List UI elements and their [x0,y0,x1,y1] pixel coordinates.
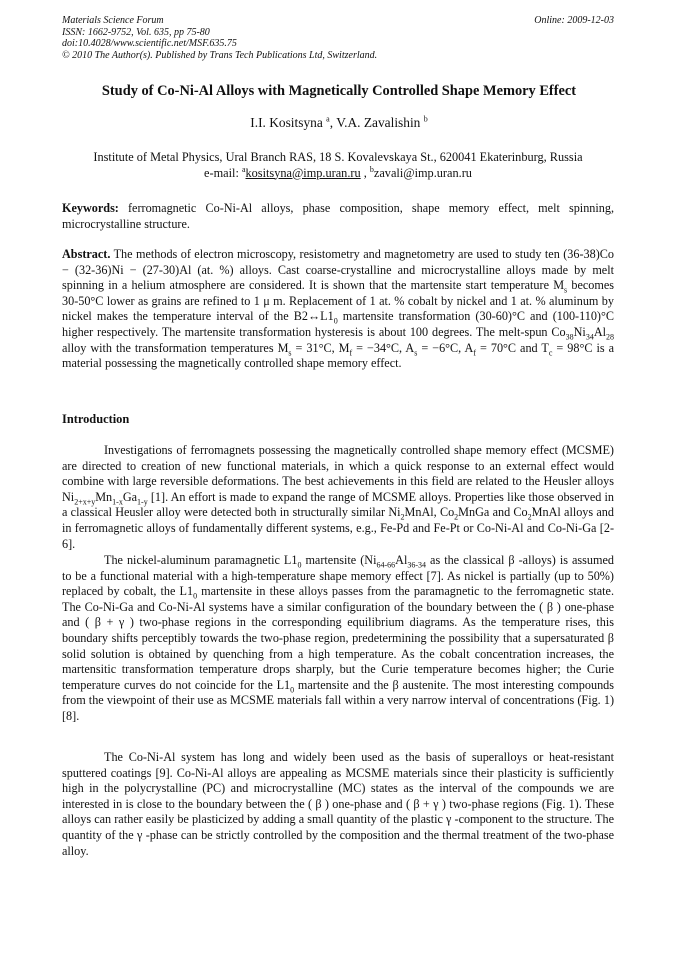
sub: 2 [527,512,532,522]
abstract-sub: s [288,348,292,357]
abstract-sub: 28 [606,332,614,342]
email-link-a[interactable]: kositsyna@imp.uran.ru [245,165,361,180]
paragraph-1 [62,443,614,552]
email-separator: , [360,165,370,180]
abstract-text: The methods of electron microscopy, resistometry and magnetometry are used to study ten (36-38)Co − (32-36)Ni − (27-30)Al (at. %) alloys. Cast coarse-crystalline and microcrystalline alloys made by melt spinning in a helium atmosphere are considered. It is shown that the martensite start temperature M [62,247,614,293]
abstract-sub: f [473,348,477,357]
abstract-sub: 0 [333,316,338,326]
email-mark-a: a [241,164,246,174]
sub: 0 [297,560,302,570]
journal-header [62,15,614,61]
abstract-sub: 38 [565,332,574,342]
email-label: e-mail: [204,165,242,180]
email-mark-b: b [369,164,374,174]
sub: 1-x [112,497,123,507]
email-line [62,166,614,182]
abstract-text: Ni [573,324,586,339]
author-2-mark: b [423,114,428,124]
keywords [62,201,614,232]
keywords-text: ferromagnetic Co-Ni-Al alloys, phase composition, shape memory effect, melt spinning, microcrystalline structure. [62,201,614,231]
abstract-text: = 98°C is a material possessing the magnetically controlled shape memory effect. [62,340,614,371]
abstract-text: martensite transformation (30-60)°C and (100-110)°C higher respectively. The martensite transformation hysteresis is about 100 degrees. The melt-spun Co [62,309,614,339]
affiliation-block [62,150,614,181]
abstract-sub: 34 [585,332,594,342]
text-run: MnGa and Co [458,505,528,520]
abstract-text: = 31°C, M [291,340,350,355]
text-run: martensite in these alloys passes from the paramagnetic to the ferromagnetic state. The Co-Ni-Ga and Co-Ni-Al systems have a similar configuration of the boundary between the ( β ) one-phase and ( β + γ ) two-phase regions in the corresponding equilibrium diagrams. As the temperature rises, this boundary shifts perceptibly towards the two-phase region, predetermining the possibility that a supersaturated β solid solution is obtained by quenching from a high temperature. As the cobalt concentration increases, the martensitic transformation temperature drops sharply, but the Curie temperature becomes higher; the Curie temperature curves do not coincide for the L1 [62,584,614,692]
text-run: Ga [122,489,138,504]
copyright: © 2010 The Author(s). Published by Trans Tech Publications Ltd, Switzerland. [62,49,378,61]
authors [40,115,638,131]
text-run: martensite and the β austenite. The most interesting compounds from the viewpoint of their use as MCSME materials fall within a very narrow interval of concentrations (Fig. 1) [8]. [62,677,614,723]
sub: 0 [290,685,295,695]
text-run: [1]. An effort is made to expand the range of MCSME alloys. Properties like those observed in a classical Heusler alloy were detected both in structurally similar Ni [62,489,614,520]
text-run: Investigations of ferromagnets possessing the magnetically controlled shape memory effect (MCSME) are directed to creation of new functional materials, in which a quick response to an external effect would combine with large reversible deformations. The best achievements in this field are related to the Heusler alloys Ni [62,443,614,504]
abstract-sub: f [349,348,353,357]
sub: 2+x+y [74,497,96,507]
issn: ISSN: 1662-9752, Vol. 635, pp 75-80 [62,26,210,38]
online-date: Online: 2009-12-03 [534,15,614,26]
abstract-label: Abstract. [62,247,111,261]
author-1-mark: a [326,114,330,124]
text-run: MnAl alloys and in ferromagnetic alloys of fundamentally different systems, e.g., Fe-Pd and Fe-Pt or Co-Ni-Al and Co-Ni-Ga [2-6]. [62,505,614,551]
sub: 36-34 [407,560,427,570]
abstract [62,247,614,372]
paragraph-text [62,443,614,552]
abstract-text: = −34°C, A [352,340,415,355]
sub: 1-y [137,497,148,507]
email-link-b[interactable]: zavali@imp.uran.ru [373,165,472,180]
paragraph-2 [62,553,614,725]
text-run: as the classical β -alloys) is assumed to be a functional material with a high-temperature shape memory effect [7]. As nickel is partially (up to 50%) replaced by cobalt, the L1 [62,553,614,599]
text-run: MnAl, Co [404,505,455,520]
sub: 0 [193,591,198,601]
paragraph-text [62,553,614,725]
paragraph-3 [62,750,614,859]
abstract-text: Al [593,324,606,339]
sub: 2 [400,512,405,522]
abstract-sub: s [564,285,568,295]
affiliation: Institute of Metal Physics, Ural Branch RAS, 18 S. Kovalevskaya St., 620041 Ekaterinburg, Russia [93,150,583,164]
doi: doi:10.4028/www.scientific.net/MSF.635.75 [62,38,237,50]
text-run: Mn [95,489,113,504]
text-run: The nickel-aluminum paramagnetic L1 [104,553,298,567]
keywords-label: Keywords: [62,201,119,215]
author-2: V.A. Zavalishin [336,115,421,130]
text-run: martensite (Ni [301,553,377,567]
abstract-text: becomes 30-50°C lower as grains are refined to 1 μ m. Replacement of 1 at. % cobalt by nickel and 1 at. % aluminum by nickel makes the temperature interval of the B2↔L1 [62,278,614,324]
paragraph-text: The Co-Ni-Al system has long and widely been used as the basis of superalloys or heat-resistant sputtered coatings [9]. Co-Ni-Al alloys are appealing as MCSME materials since their plasticity is sufficiently high in the polycrystalline (PC) and microcrystalline (MC) states as the interval of the compounds we are interested in is close to the boundary between the ( β ) one-phase and ( β + γ ) two-phase regions (Fig. 1). These alloys can rather easily be plasticized by adding a small quantity of the plastic γ -component to the structure. The quantity of the γ -phase can be strictly controlled by the composition and the thermal treatment of the two-phase alloy. [62,750,614,858]
author-1: I.I. Kositsyna [250,115,323,130]
sub: 2 [454,512,459,522]
abstract-sub: c [548,348,553,357]
text-run: Al [395,553,408,567]
abstract-text: = −6°C, A [417,340,474,355]
journal-name: Materials Science Forum [62,15,164,26]
abstract-text: = 70°C and T [476,340,549,355]
section-heading-introduction: Introduction [62,412,130,426]
paper-title: Study of Co-Ni-Al Alloys with Magnetically Controlled Shape Memory Effect [101,83,577,99]
abstract-sub: s [414,348,418,357]
author-separator: , [329,115,337,130]
abstract-text: alloy with the transformation temperatures M [62,340,289,355]
sub: 64-66 [376,560,396,570]
